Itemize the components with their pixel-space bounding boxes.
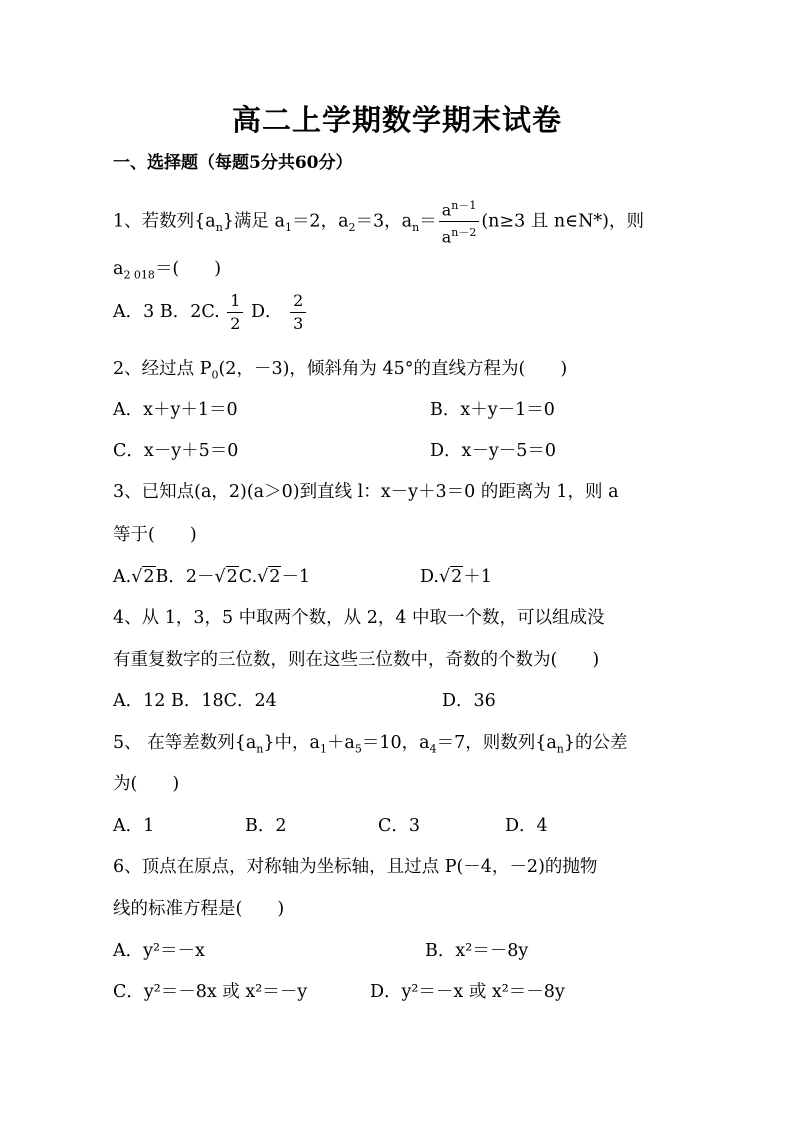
q5-stem-line2: 为( ) — [113, 774, 180, 794]
q2-stem: 2、经过点 $P_0(2$，－3)，倾斜角为 45°的直线方程为( ) — [113, 359, 568, 382]
section-heading: 一、选择题（每题5分共60分） — [113, 153, 353, 173]
q1-stem: 1、若数列$\{a_n\}$满足 $a_1=2$，$a_2=3$，$a_n=$ $\frac{a^{n-1}}{a^{n-2}}$ (n≥3 且 n∈N*)，则 — [113, 195, 644, 249]
q1-option-c-fraction: $\frac{1}{2}$ — [227, 290, 243, 335]
q6-stem-line2: 线的标准方程是( ) — [113, 899, 285, 919]
sqrt-icon: √2 — [257, 567, 281, 587]
q1-fraction: $\frac{a^{n-1}}{a^{n-2}}$ — [439, 195, 480, 249]
q5-option-b: B．2 — [245, 816, 287, 836]
q5-option-d: D．4 — [505, 816, 548, 836]
q6-option-a: A．y²＝－x — [113, 941, 205, 961]
q3-stem-line2: 等于( ) — [113, 525, 197, 545]
q6-option-d: D．y²＝－x 或 x²＝－8y — [370, 982, 565, 1002]
q3-options-abc: A.√2B．2－√2C.√2－1 — [113, 567, 311, 587]
q2-option-b: B．x＋y－1＝0 — [430, 400, 555, 420]
q2-option-a: A．x＋y＋1＝0 — [113, 400, 238, 420]
sqrt-icon: √2 — [214, 567, 238, 587]
q5-option-a: A．1 — [113, 816, 155, 836]
q4-options-abc: A．12 B．18C．24 — [113, 691, 277, 711]
q5-stem: 5、 在等差数列$\{a_n\}$中，$a_1+a_5=10$，$a_4=7$，则数列$\{a_n\}$的公差 — [113, 733, 628, 756]
q1-option-d-fraction: $\frac{2}{3}$ — [290, 290, 306, 335]
q3-option-d: D.√2＋1 — [420, 567, 492, 587]
q6-option-c: C．y²＝－8x 或 x²＝－y — [113, 982, 308, 1002]
q4-option-d: D．36 — [442, 691, 496, 711]
q6-option-b: B．x²＝－8y — [425, 941, 529, 961]
q4-stem: 4、从 1，3，5 中取两个数，从 2，4 中取一个数，可以组成没 — [113, 608, 605, 628]
q1-stem-line2: $a_{2 018}=$( ) — [113, 259, 222, 282]
q5-option-c: C．3 — [378, 816, 421, 836]
page-title: 高二上学期数学期末试卷 — [231, 103, 562, 137]
q3-stem: 3、已知点(a，2)(a＞0)到直线 l：x－y＋3＝0 的距离为 1，则 a — [113, 482, 619, 502]
sqrt-icon: √2 — [131, 567, 155, 587]
q1-options: A．3 B．2C. $\frac{1}{2}$ D． $\frac{2}{3}$ — [113, 290, 308, 335]
sqrt-icon: √2 — [438, 567, 463, 587]
q2-option-d: D．x－y－5＝0 — [430, 441, 557, 461]
q4-stem-line2: 有重复数字的三位数，则在这些三位数中，奇数的个数为( ) — [113, 650, 600, 670]
q6-stem: 6、顶点在原点，对称轴为坐标轴，且过点 P(－4，－2)的抛物 — [113, 857, 598, 877]
q2-option-c: C．x－y＋5＝0 — [113, 441, 239, 461]
